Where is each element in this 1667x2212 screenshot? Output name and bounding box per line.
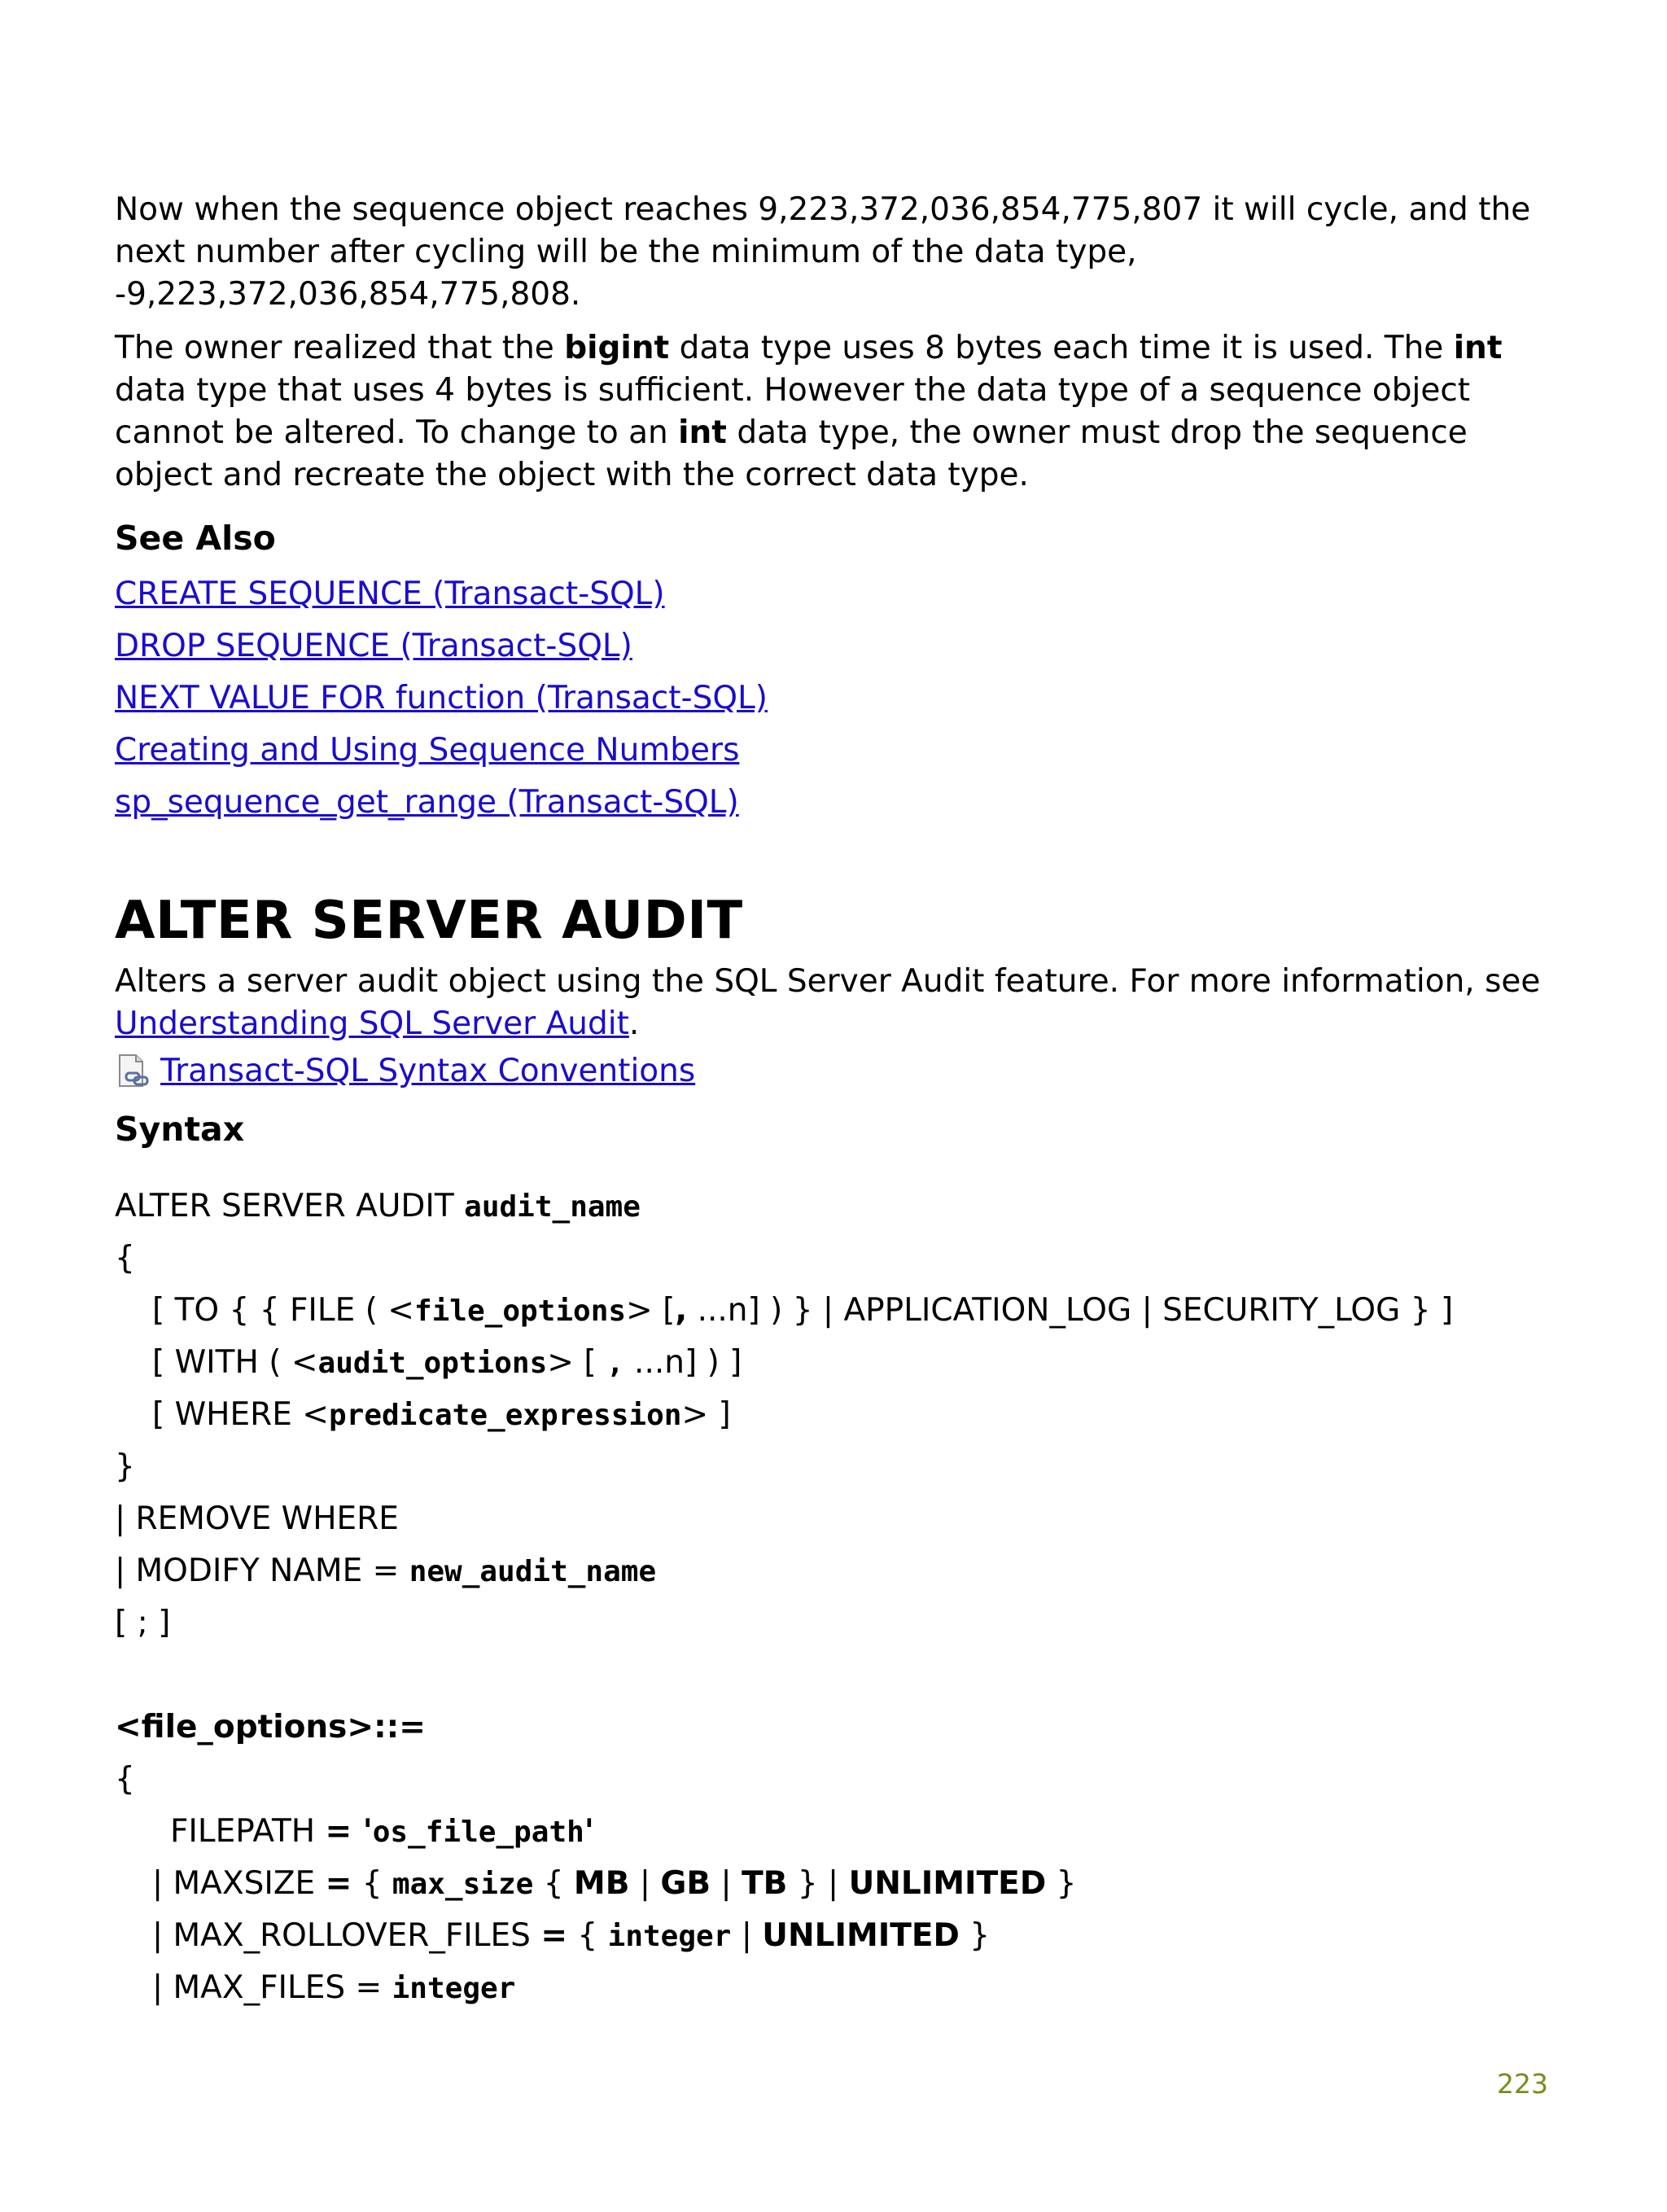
bold-term: int xyxy=(678,414,727,451)
see-also-item xyxy=(115,672,1564,725)
code-term: file_options xyxy=(413,1294,627,1328)
text-run: = ' xyxy=(325,1813,373,1850)
text-run: > [ xyxy=(547,1344,606,1381)
file-options-heading: <file_options>::= xyxy=(115,1709,426,1746)
see-also-list xyxy=(115,568,1564,829)
section-title: ALTER SERVER AUDIT xyxy=(115,891,743,951)
syntax-line xyxy=(115,1910,1564,1962)
text-run: data type that uses 4 bytes is sufficient. However the data type of a sequence object cannot be altered. To change to an xyxy=(115,372,1471,451)
text-run: = xyxy=(325,1865,352,1902)
code-term: predicate_expression xyxy=(328,1399,682,1432)
document-link-icon xyxy=(115,1053,151,1089)
code-term: new_audit_name xyxy=(409,1555,657,1588)
text-run: ...n] ) ] xyxy=(623,1344,742,1381)
code-term: , xyxy=(606,1347,624,1380)
text-run: | MAX_ROLLOVER_FILES xyxy=(152,1917,541,1954)
text-run: FILEPATH xyxy=(170,1813,326,1850)
link-creating-using-sequences[interactable]: Creating and Using Sequence Numbers xyxy=(115,732,740,769)
link-create-sequence[interactable]: CREATE SEQUENCE (Transact-SQL) xyxy=(115,576,665,612)
text-run: GB xyxy=(660,1865,711,1902)
page-content xyxy=(115,189,1564,2014)
text-run: | xyxy=(711,1865,742,1902)
bold-term: int xyxy=(1453,330,1503,366)
intro-paragraph-2 xyxy=(115,327,1564,497)
text-run: | xyxy=(731,1917,763,1954)
text-run: [ TO { { FILE ( < xyxy=(152,1292,414,1329)
code-term: max_size xyxy=(392,1868,534,1901)
code-term: os_file_path xyxy=(372,1816,584,1849)
text-run: > [ xyxy=(626,1292,676,1329)
syntax-line xyxy=(115,1858,1564,1910)
syntax-line xyxy=(115,1806,1564,1858)
text-run: [ WHERE < xyxy=(152,1396,329,1433)
text-run: ALTER SERVER AUDIT xyxy=(115,1188,465,1224)
link-next-value-for[interactable]: NEXT VALUE FOR function (Transact-SQL) xyxy=(115,680,768,716)
see-also-item xyxy=(115,725,1564,777)
text-run: | xyxy=(629,1865,661,1902)
text-run: = xyxy=(540,1917,568,1954)
see-also-item xyxy=(115,777,1564,829)
text-run: , xyxy=(675,1292,688,1329)
text-run: MB xyxy=(573,1865,630,1902)
text-run: ' xyxy=(584,1813,594,1850)
code-term: integer xyxy=(392,1972,516,2005)
code-term: audit_name xyxy=(464,1190,641,1224)
bold-term: bigint xyxy=(564,330,670,366)
text-run: { xyxy=(352,1865,392,1902)
code-term: audit_options xyxy=(317,1347,548,1380)
text-run: ...n] ) } | APPLICATION_LOG | SECURITY_LOG } ] xyxy=(687,1292,1454,1329)
text-run: UNLIMITED xyxy=(762,1917,960,1954)
conventions-row xyxy=(115,1045,1564,1097)
text-run: TB xyxy=(742,1865,788,1902)
see-also-item xyxy=(115,620,1564,672)
syntax-line: } xyxy=(115,1448,135,1485)
text-run: > ] xyxy=(681,1396,731,1433)
syntax-line xyxy=(115,1180,1564,1233)
syntax-line xyxy=(115,1337,1564,1389)
syntax-line xyxy=(115,1285,1564,1337)
syntax-line xyxy=(115,1545,1564,1597)
link-drop-sequence[interactable]: DROP SEQUENCE (Transact-SQL) xyxy=(115,628,632,664)
intro-paragraph-1: Now when the sequence object reaches 9,223,372,036,854,775,807 it will cycle, and the next number after cycling will be the minimum of the data type, -9,223,372,036,854,775,808. xyxy=(115,191,1531,313)
text-run: . xyxy=(628,1005,640,1042)
syntax-line xyxy=(115,1389,1564,1441)
text-run: | MAX_FILES = xyxy=(152,1969,392,2006)
text-run: [ WITH ( < xyxy=(152,1344,318,1381)
text-run: data type, the owner must drop the sequence object and recreate the object with the correct data type. xyxy=(115,414,1468,493)
text-run: | MODIFY NAME = xyxy=(115,1553,409,1589)
link-understanding-audit[interactable]: Understanding SQL Server Audit xyxy=(115,1005,629,1042)
see-also-heading: See Also xyxy=(115,519,276,558)
text-run: Alters a server audit object using the SQL Server Audit feature. For more information, see xyxy=(115,963,1541,1000)
text-run: { xyxy=(567,1917,608,1954)
section-description xyxy=(115,961,1564,1045)
syntax-line xyxy=(115,1962,1564,2014)
page-number: 223 xyxy=(1497,2068,1548,2100)
syntax-heading: Syntax xyxy=(115,1110,245,1149)
code-term: integer xyxy=(607,1920,732,1953)
text-run: { xyxy=(533,1865,574,1902)
text-run: data type uses 8 bytes each time it is used. The xyxy=(669,330,1454,366)
text-run: UNLIMITED xyxy=(848,1865,1047,1902)
link-sp-sequence-get-range[interactable]: sp_sequence_get_range (Transact-SQL) xyxy=(115,784,739,821)
text-run: | MAXSIZE xyxy=(152,1865,326,1902)
text-run: } | xyxy=(787,1865,849,1902)
link-syntax-conventions[interactable]: Transact-SQL Syntax Conventions xyxy=(160,1053,696,1089)
text-run: } xyxy=(1046,1865,1077,1902)
syntax-line: [ ; ] xyxy=(115,1605,171,1641)
text-run: } xyxy=(959,1917,991,1954)
syntax-line: { xyxy=(115,1240,135,1277)
see-also-item xyxy=(115,568,1564,620)
spacer xyxy=(115,1649,1564,1702)
text-run: The owner realized that the xyxy=(115,330,565,366)
syntax-block xyxy=(115,1180,1564,2014)
syntax-line: | REMOVE WHERE xyxy=(115,1500,399,1537)
syntax-line: { xyxy=(115,1761,135,1798)
